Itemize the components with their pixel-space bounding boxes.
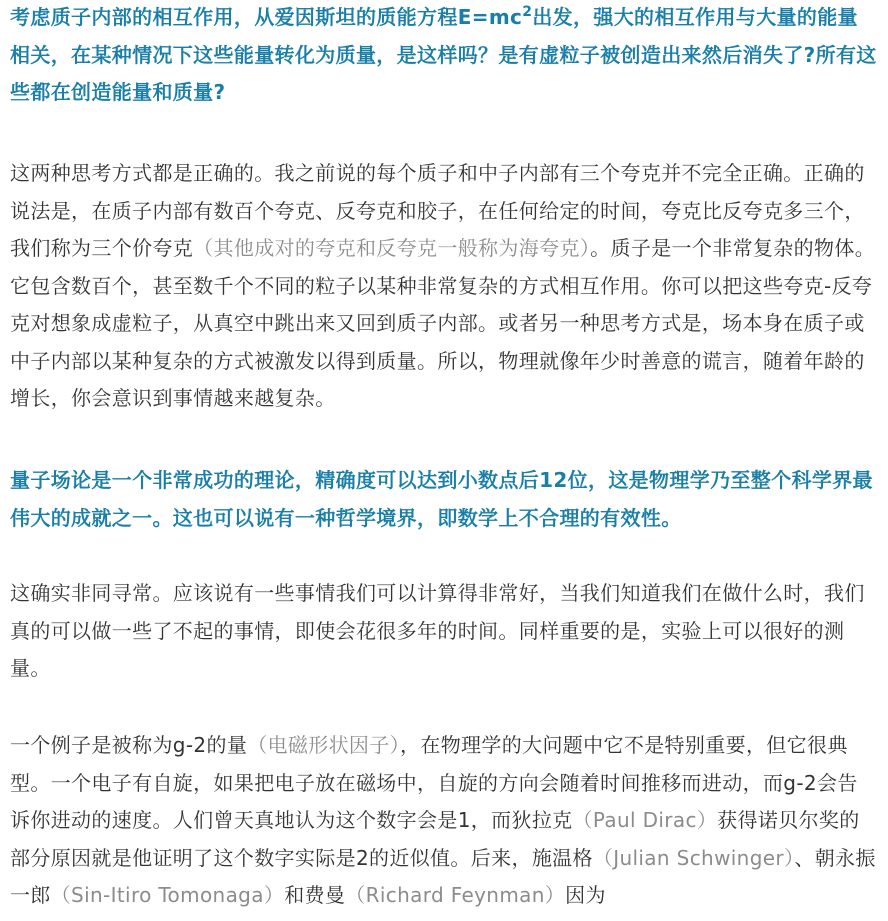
superscript-exponent: 2 — [522, 4, 533, 20]
parenthetical-tomonaga: （Sin-Itiro Tomonaga） — [50, 883, 285, 907]
answer-text: 这确实非同寻常。应该说有一些事情我们可以计算得非常好，当我们知道我们在做什么时，我们真的可以做一些了不起的事情，即使会花很多年的时间。同样重要的是，实验上可以很好的测量。 — [10, 581, 865, 680]
parenthetical-richard-feynman: （Richard Feynman） — [345, 883, 566, 907]
answer-text-part-e: 和费曼 — [284, 883, 346, 907]
answer-paragraph-g-minus-2 — [10, 727, 878, 915]
answer-text-part-c: 获得诺贝尔奖的部分原因就是他证明了这个数字实际是2的近似值。后来，施温格 — [10, 808, 860, 870]
parenthetical-em-form-factor: （电磁形状因子） — [247, 733, 400, 757]
parenthetical-julian-schwinger: （Julian Schwinger） — [592, 845, 795, 870]
interview-question-mass-energy — [10, 0, 878, 112]
answer-text-part-d: 、朝永振一郎 — [10, 845, 876, 907]
interview-question-qft — [10, 462, 878, 537]
answer-paragraph-calculation — [10, 575, 878, 688]
question-text-part-1: 考虑质子内部的相互作用，从爱因斯坦的质能方程E=mc — [10, 5, 523, 29]
answer-text-part-f: 因为 — [565, 883, 606, 907]
parenthetical-paul-dirac: （Paul Dirac） — [572, 808, 718, 832]
answer-text-part-1: 这两种思考方式都是正确的。我之前说的每个质子和中子内部有三个夸克并不完全正确。正确的说法是，在质子内部有数百个夸克、反夸克和胶子，在任何给定的时间，夸克比反夸克多三个，我们称为三个价夸克 — [10, 161, 865, 260]
answer-text-part-2: 。质子是一个非常复杂的物体。它包含数百个，甚至数千个不同的粒子以某种非常复杂的方式相互作用。你可以把这些夸克-反夸克对想象成虚粒子，从真空中跳出来又回到质子内部。或者另一种思考方式是，场本身在质子或中子内部以某种复杂的方式被激发以得到质量。所以，物理就像年少时善意的谎言，随着年龄的增长，你会意识到事情越来越复杂。 — [10, 236, 876, 410]
answer-text-part-b: ，在物理学的大问题中它不是特别重要，但它很典型。一个电子有自旋，如果把电子放在磁场中，自旋的方向会随着时间推移而进动，而g-2会告诉你进动的速度。人们曾天真地认为这个数字会是1，而狄拉克 — [10, 733, 858, 832]
question-text: 量子场论是一个非常成功的理论，精确度可以达到小数点后12位，这是物理学乃至整个科学界最伟大的成就之一。这也可以说有一种哲学境界，即数学上不合理的有效性。 — [10, 468, 873, 530]
question-text-part-2: 出发，强大的相互作用与大量的能量相关，在某种情况下这些能量转化为质量，是这样吗？是有虚粒子被创造出来然后消失了?所有这些都在创造能量和质量? — [10, 5, 877, 104]
answer-text-part-a: 一个例子是被称为g-2的量 — [10, 733, 248, 757]
parenthetical-sea-quarks: （其他成对的夸克和反夸克一般称为海夸克） — [193, 236, 591, 260]
answer-paragraph-quarks — [10, 155, 878, 418]
